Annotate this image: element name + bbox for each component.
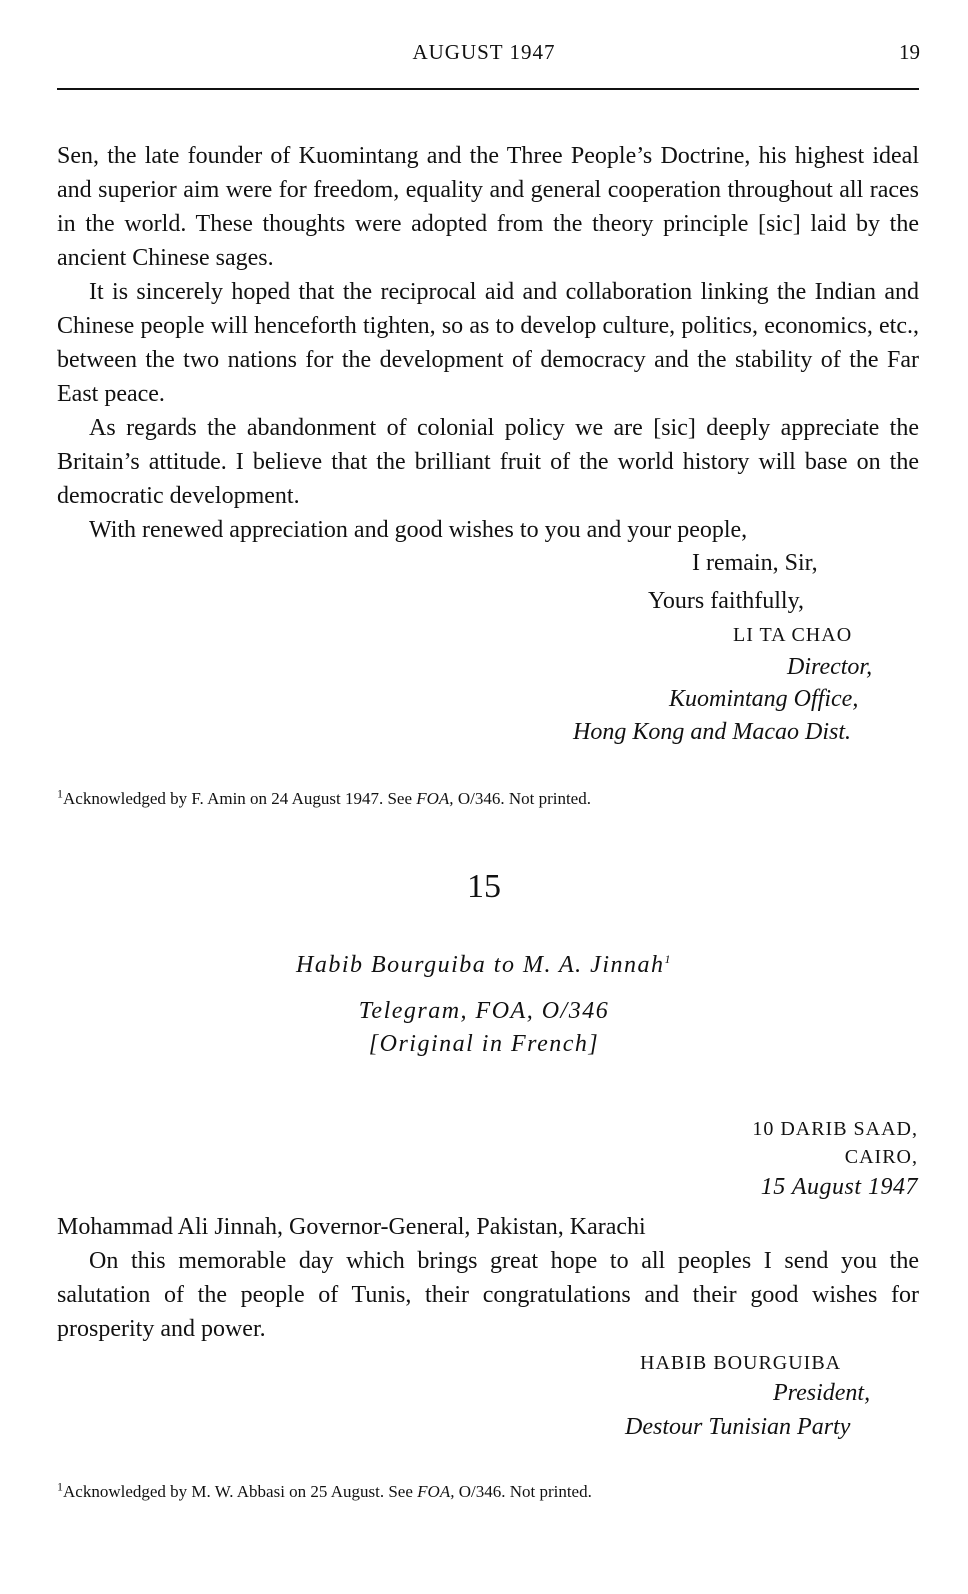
signer-title-office: Kuomintang Office, [669,686,859,712]
signer-title-district: Hong Kong and Macao Dist. [573,719,851,745]
telegram-body [57,1210,919,1346]
footnote-2 [57,1479,919,1502]
footnote-2-italic: FOA, [417,1482,455,1501]
closing-remain: I remain, Sir, [692,550,818,576]
telegram-paragraph: On this memorable day which brings great hope to all peoples I send you the salutation of the people of Tunis, their congratulations and their good wishes for prosperity and power. [57,1248,919,1342]
paragraph-2: It is sincerely hoped that the reciprocal aid and collaboration linking the Indian and Chinese people will henceforth tighten, so as to develop culture, politics, economics, etc., between the two nations for the development of democracy and the stability of the Far East peace. [57,279,919,407]
footnote-2-marker: 1 [57,1479,63,1494]
footnote-1 [57,786,919,809]
original-language-note: [Original in French] [368,1031,600,1057]
header-rule [57,88,919,90]
footnote-text-end: O/346. Not printed. [453,789,591,808]
document-source: Telegram, FOA, O/346 [358,998,610,1024]
footnote-2-text-end: O/346. Not printed. [454,1482,592,1501]
footnote-marker: 1 [57,786,63,801]
addressee-line: Mohammad Ali Jinnah, Governor-General, Pakistan, Karachi [57,1214,646,1240]
closing-faithfully: Yours faithfully, [648,588,805,614]
address-street: 10 DARIB SAAD, [752,1118,918,1140]
running-title: AUGUST 1947 [412,40,556,64]
footnote-italic: FOA, [416,789,454,808]
heading-text: Habib Bourguiba to M. A. Jinnah [296,952,665,978]
heading-footnote-marker: 1 [664,952,672,966]
telegram-signer: HABIB BOURGUIBA [640,1352,842,1374]
letter-date: 15 August 1947 [760,1174,918,1200]
footnote-2-text: Acknowledged by M. W. Abbasi on 25 August. See [63,1482,418,1501]
page-number: 19 [899,40,920,64]
document-heading [0,952,968,979]
paragraph-1: Sen, the late founder of Kuomintang and the Three People’s Doctrine, his highest ideal and superior aim were for freedom, equality and general cooperation throughout all races in the world. These thoughts were adopted from the theory principle [sic] laid by the ancient Chinese sages. [57,143,919,271]
letter-body [57,139,919,547]
document-number: 15 [467,868,501,905]
address-city: CAIRO, [844,1146,918,1168]
signer-name: LI TA CHAO [733,624,853,646]
telegram-signer-title: President, [773,1380,871,1406]
paragraph-3: As regards the abandonment of colonial policy we are [sic] deeply appreciate the Britain’s attitude. I believe that the brilliant fruit of the world history will base on the democratic development. [57,415,919,509]
telegram-signer-party: Destour Tunisian Party [625,1414,851,1440]
paragraph-4: With renewed appreciation and good wishes to you and your people, [89,517,748,543]
signer-title-director: Director, [787,654,873,680]
footnote-text: Acknowledged by F. Amin on 24 August 1947. See [63,789,417,808]
